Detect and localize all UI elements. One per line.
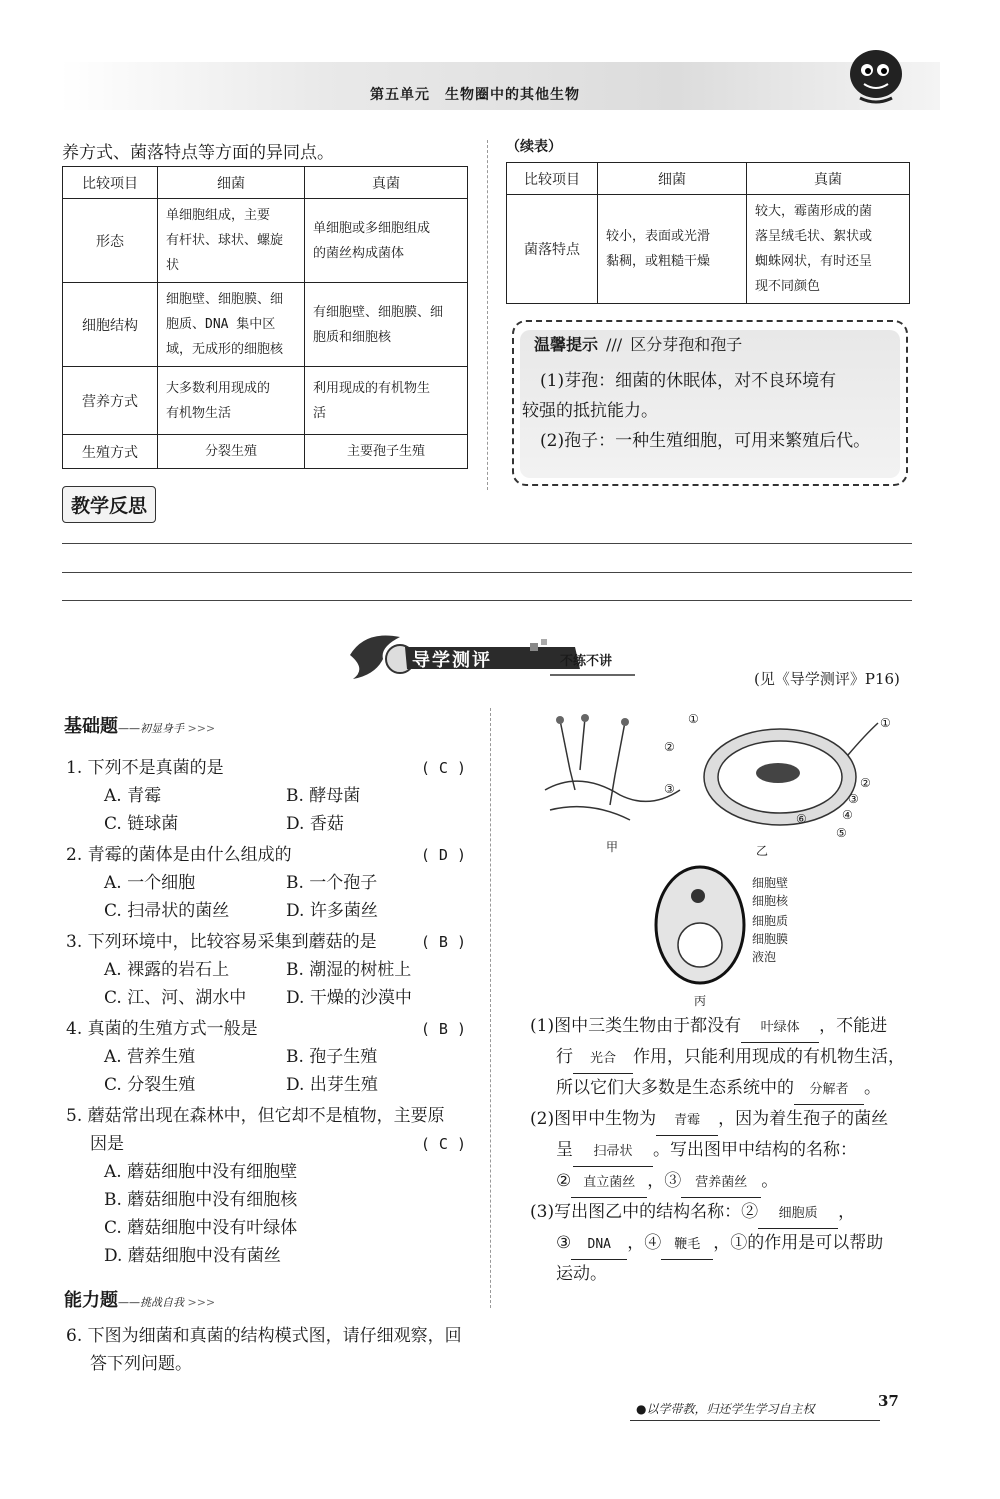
question-1: 1. 下列不是真菌的是 ( C ) A. 青霉 B. 酵母菌 C. 链球菌 D. 香菇 bbox=[66, 758, 466, 834]
footer-rule bbox=[630, 1420, 880, 1421]
reflection-label: 教学反思 bbox=[62, 486, 156, 523]
reference-text: (见《导学测评》P16) bbox=[754, 670, 900, 688]
tip-line: (1)芽孢：细菌的休眠体，对不良环境有 bbox=[540, 371, 837, 391]
basic-section-header: 基础题——初显身手 >>> bbox=[64, 716, 216, 737]
comparison-table-continued bbox=[506, 162, 910, 304]
tip-line: (2)孢子：一种生殖细胞，可用来繁殖后代。 bbox=[540, 431, 871, 451]
label-1: ① bbox=[880, 716, 891, 730]
table-cell: 生殖方式 bbox=[63, 435, 158, 469]
label-cell-wall: 细胞壁 bbox=[752, 876, 789, 890]
table-header: 真菌 bbox=[747, 163, 910, 195]
column-divider bbox=[490, 708, 491, 1308]
label-jia: 甲 bbox=[606, 840, 619, 854]
banner-subtitle: 不练不讲 bbox=[560, 654, 613, 669]
label-bing: 丙 bbox=[694, 994, 707, 1008]
table-cell: 单细胞或多细胞组成 的菌丝构成菌体 bbox=[305, 199, 468, 283]
page-header-title: 第五单元 生物圈中的其他生物 bbox=[370, 87, 580, 103]
question-2: 2. 青霉的菌体是由什么组成的 ( D ) A. 一个细胞 B. 一个孢子 C. 扫帚状的菌丝 D. 许多菌丝 bbox=[66, 845, 466, 921]
table-cell: 细胞壁、细胞膜、细 胞质、DNA 集中区 域，无成形的细胞核 bbox=[158, 283, 305, 367]
label-yi: 乙 bbox=[756, 844, 769, 858]
question-4: 4. 真菌的生殖方式一般是 ( B ) A. 营养生殖 B. 孢子生殖 C. 分裂生殖 D. 出芽生殖 bbox=[66, 1019, 466, 1095]
column-divider bbox=[487, 140, 488, 490]
table-cell: 分裂生殖 bbox=[158, 435, 305, 469]
label-nucleus: 细胞核 bbox=[752, 894, 789, 908]
question-6: 6. 下图为细菌和真菌的结构模式图，请仔细观察，回 答下列问题。 bbox=[66, 1326, 462, 1374]
tip-heading: 温馨提示 /// 区分芽孢和孢子 bbox=[534, 335, 743, 354]
writing-line bbox=[62, 572, 912, 573]
table-row bbox=[507, 195, 910, 304]
writing-line bbox=[62, 543, 912, 544]
label-6: ⑥ bbox=[796, 812, 807, 826]
footer-motto: ●以学带教，归还学生学习自主权 bbox=[636, 1402, 815, 1416]
label-membrane: 细胞膜 bbox=[752, 932, 789, 946]
table-header: 真菌 bbox=[305, 167, 468, 199]
table-cell: 有细胞壁、细胞膜、细 胞质和细胞核 bbox=[305, 283, 468, 367]
label-2: ② bbox=[860, 776, 871, 790]
table-header: 比较项目 bbox=[63, 167, 158, 199]
penicillium-diagram bbox=[540, 710, 690, 850]
table-row bbox=[63, 199, 468, 283]
table-row bbox=[63, 367, 468, 435]
table-cell: 形态 bbox=[63, 199, 158, 283]
ability-section-header: 能力题——挑战自我 >>> bbox=[64, 1290, 216, 1311]
table-cell: 营养方式 bbox=[63, 367, 158, 435]
page-number: 37 bbox=[878, 1392, 899, 1410]
table-cell: 利用现成的有机物生 活 bbox=[305, 367, 468, 435]
table-cell: 菌落特点 bbox=[507, 195, 598, 304]
writing-line bbox=[62, 600, 912, 601]
label-3: ③ bbox=[848, 792, 859, 806]
intro-text: 养方式、菌落特点等方面的异同点。 bbox=[62, 143, 334, 163]
tip-line: 较强的抵抗能力。 bbox=[522, 401, 658, 421]
question-5: 5. 蘑菇常出现在森林中，但它却不是植物，主要原 因是 ( C ) A. 蘑菇细胞中没有细胞壁 B. 蘑菇细胞中没有细胞核 C. 蘑菇细胞中没有叶绿体 D. 蘑菇细胞中没有菌丝 bbox=[66, 1106, 466, 1266]
table-cell: 主要孢子生殖 bbox=[305, 435, 468, 469]
table-caption: （续表） bbox=[506, 139, 562, 155]
table-row bbox=[63, 283, 468, 367]
label-5: ⑤ bbox=[836, 826, 847, 840]
table-row bbox=[63, 435, 468, 469]
bacterium-diagram bbox=[700, 715, 880, 835]
banner-title: 导学测评 bbox=[412, 650, 492, 671]
table-cell: 单细胞组成，主要 有杆状、球状、螺旋 状 bbox=[158, 199, 305, 283]
label-2: ② bbox=[664, 740, 675, 754]
table-header: 细菌 bbox=[158, 167, 305, 199]
comparison-table bbox=[62, 166, 468, 469]
table-cell: 较小，表面或光滑 黏稠，或粗糙干燥 bbox=[598, 195, 747, 304]
table-header: 细菌 bbox=[598, 163, 747, 195]
table-header: 比较项目 bbox=[507, 163, 598, 195]
tip-box bbox=[512, 320, 908, 486]
label-cytoplasm: 细胞质 bbox=[752, 914, 789, 928]
label-1: ① bbox=[688, 712, 699, 726]
table-cell: 较大，霉菌形成的菌 落呈绒毛状、絮状或 蜘蛛网状，有时还呈 现不同颜色 bbox=[747, 195, 910, 304]
label-vacuole: 液泡 bbox=[752, 950, 777, 964]
table-cell: 细胞结构 bbox=[63, 283, 158, 367]
label-4: ④ bbox=[842, 808, 853, 822]
yeast-diagram bbox=[650, 860, 750, 990]
table-cell: 大多数利用现成的 有机物生活 bbox=[158, 367, 305, 435]
mascot-icon bbox=[840, 40, 910, 110]
q6-answers: (1)图中三类生物由于都没有 叶绿体 ，不能进 行 光合 作用，只能利用现成的有机物生活， 所以它们大多数是生态系统中的 分解者 。 (2)图甲中生物为 青霉 ，因为着生孢子的菌丝 呈 扫帚状 。写出图甲中结构的名称： ② 直立菌丝 ，③ 营养菌丝 。 (3)写出图乙中的结构名称：② 细胞质 ， ③ DNA ，④ 鞭毛 ，①的作用是可以帮助 运动。 bbox=[530, 1016, 905, 1284]
label-3: ③ bbox=[664, 782, 675, 796]
question-3: 3. 下列环境中，比较容易采集到蘑菇的是 ( B ) A. 裸露的岩石上 B. 潮湿的树桩上 C. 江、河、湖水中 D. 干燥的沙漠中 bbox=[66, 932, 466, 1008]
